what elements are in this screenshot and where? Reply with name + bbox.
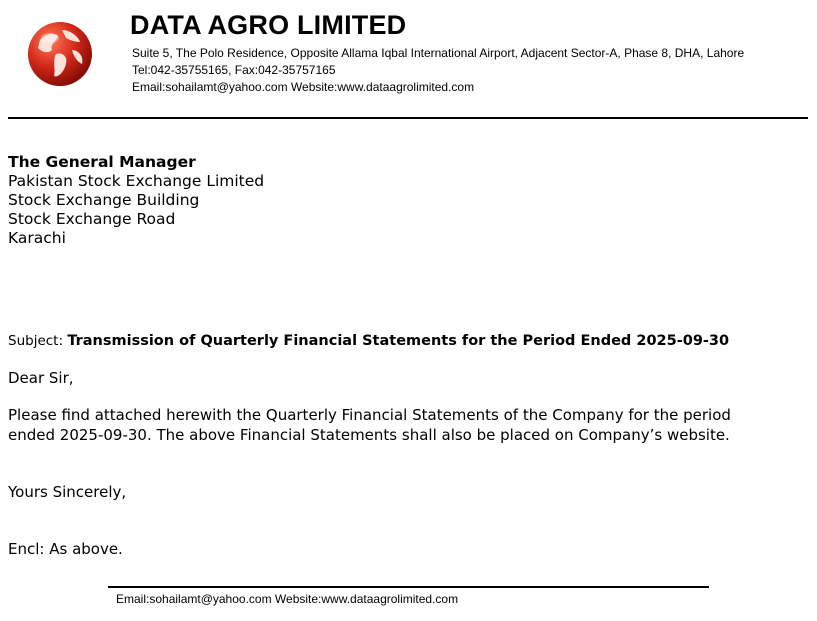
globe-icon: [26, 20, 94, 88]
company-address: Suite 5, The Polo Residence, Opposite Allama Iqbal International Airport, Adjacent Sector-A, Phase 8, DHA, Lahore: [132, 46, 745, 60]
subject-line: [8, 333, 729, 349]
recipient-line: Stock Exchange Road: [8, 210, 176, 228]
letter-body: [8, 406, 808, 445]
closing: Yours Sincerely,: [8, 483, 127, 501]
body-line: Please find attached herewith the Quarterly Financial Statements of the Company for the period: [8, 406, 731, 424]
recipient-line: Karachi: [8, 229, 66, 247]
company-email-website: Email:sohailamt@yahoo.com Website:www.dataagrolimited.com: [132, 80, 475, 94]
enclosure-note: Encl: As above.: [8, 540, 123, 558]
subject-text: Transmission of Quarterly Financial Statements for the Period Ended 2025-09-30: [67, 333, 730, 349]
recipient-title: The General Manager: [8, 153, 196, 171]
recipient-line: Stock Exchange Building: [8, 191, 200, 209]
recipient-line: Pakistan Stock Exchange Limited: [8, 172, 265, 190]
subject-label: Subject:: [8, 333, 64, 349]
footer-divider: [108, 586, 709, 588]
body-line: ended 2025-09-30. The above Financial Statements shall also be placed on Company’s website.: [8, 425, 730, 444]
recipient-address: [8, 153, 264, 248]
footer-email-website: Email:sohailamt@yahoo.com Website:www.dataagrolimited.com: [116, 592, 459, 606]
company-phone-fax: Tel:042-35755165, Fax:042-35757165: [132, 63, 336, 77]
company-name: DATA AGRO LIMITED: [130, 10, 407, 40]
header-divider: [8, 117, 808, 119]
salutation: Dear Sir,: [8, 369, 74, 387]
